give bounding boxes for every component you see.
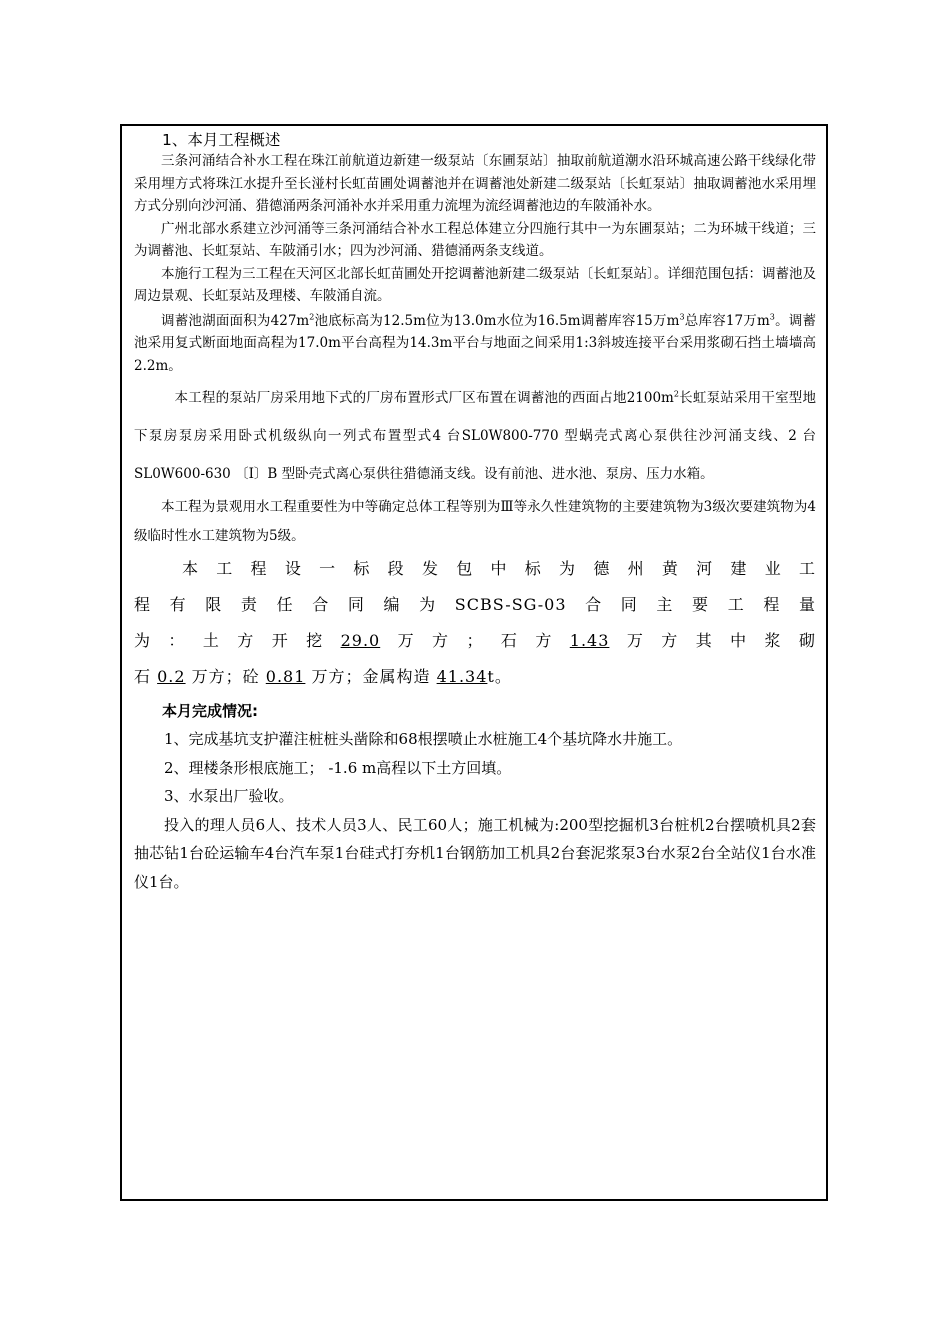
scope-paragraph: 本施行工程为三工程在天河区北部长虹苗圃处开挖调蓄池新建二级泵站〔长虹泵站〕。详细范围包括：调蓄池及周边景观、长虹泵站及理楼、车陂涌自流。 bbox=[134, 265, 816, 304]
quantity-line-3: 为：土方开挖29.0万方；石方1.43万方其中浆砌 bbox=[134, 631, 816, 650]
report-frame bbox=[120, 124, 828, 1201]
concrete-value: 0.81 bbox=[265, 667, 306, 686]
earthwork-value: 29.0 bbox=[340, 631, 381, 650]
intro-paragraph: 三条河涌结合补水工程在珠江前航道边新建一级泵站〔东圃泵站〕抽取前航道潮水沿环城高速公路干线绿化带采用埋方式将珠江水提升至长湴村长虹苗圃处调蓄池并在调蓄池处新建二级泵站〔长虹泵站〕抽取调蓄池水采用埋方式分别向沙河涌、猎德涌两条河涌补水并采用重力流埋为流经调蓄池边的车陂涌补水。 bbox=[134, 153, 816, 214]
resources-paragraph: 投入的理人员6人、技术人员3人、民工60人；施工机械为:200型挖掘机3台桩机2台摆喷机具2套抽芯钻1台砼运输车4台汽车泵1台硅式打夯机1台钢筋加工机具2台套泥浆泵3台水泵2台全站仪1台水准仪1台。 bbox=[134, 815, 816, 891]
grade-paragraph: 本工程为景观用水工程重要性为中等确定总体工程等别为Ⅲ等永久性建筑物的主要建筑物为3级次要建筑物为4级临时性水工建筑物为5级。 bbox=[134, 499, 816, 544]
phases-paragraph: 广州北部水系建立沙河涌等三条河涌结合补水工程总体建立分四施行其中一为东圃泵站；二为环城干线道；三为调蓄池、长虹泵站、车陂涌引水；四为沙河涌、猎德涌两条支线道。 bbox=[134, 220, 816, 259]
reservoir-paragraph: 调蓄池湖面面积为$427m^2$池底标高为12.5m位为13.0m水位为16.5m调蓄库容15万$m^3$总库容17万$m^3$。调蓄池采用复式断面地面高程为17.0m平台高程为14.3m平台与地面之间采用1:3斜坡连接平台采用浆砌石挡土墙墙高2.2m。 bbox=[134, 312, 817, 374]
monthly-item-2: 2、理楼条形根底施工； -1.6 m高程以下土方回填。 bbox=[164, 758, 512, 777]
stone-value: 1.43 bbox=[569, 631, 610, 650]
report-content bbox=[134, 126, 816, 896]
section-heading: 1、本月工程概述 bbox=[162, 131, 281, 149]
pump-paragraph: 本工程的泵站厂房采用地下式的厂房布置形式厂区布置在调蓄池的西面占地$2100m^2$长虹泵站采用干室型地下泵房泵房采用卧式机级纵向一列式布置型式4 台SL0W800-770 型蜗壳式离心泵供往沙河涌支线、2 台SL0W600-630 〔Ⅰ〕B 型卧壳式离心泵供往猎德涌支线。设有前池、进水池、泵房、压力水箱。 bbox=[134, 389, 816, 482]
metal-value: 41.34 bbox=[436, 667, 488, 686]
monthly-item-3: 3、水泵出厂验收。 bbox=[164, 787, 294, 805]
masonry-value: 0.2 bbox=[157, 667, 186, 686]
quantity-line-2: 程有限责任合同编为SCBS-SG-03合同主要工程量 bbox=[134, 595, 816, 614]
quantity-line-4: 石 0.2 万方；砼 0.81 万方；金属构造 41.34t。 bbox=[134, 667, 512, 686]
monthly-heading: 本月完成情况: bbox=[162, 702, 258, 720]
quantity-line-1: 本工程设一标段发包中标为德州黄河建业工 bbox=[182, 559, 816, 578]
monthly-item-1: 1、完成基坑支护灌注桩桩头凿除和68根摆喷止水桩施工4个基坑降水井施工。 bbox=[164, 730, 683, 748]
